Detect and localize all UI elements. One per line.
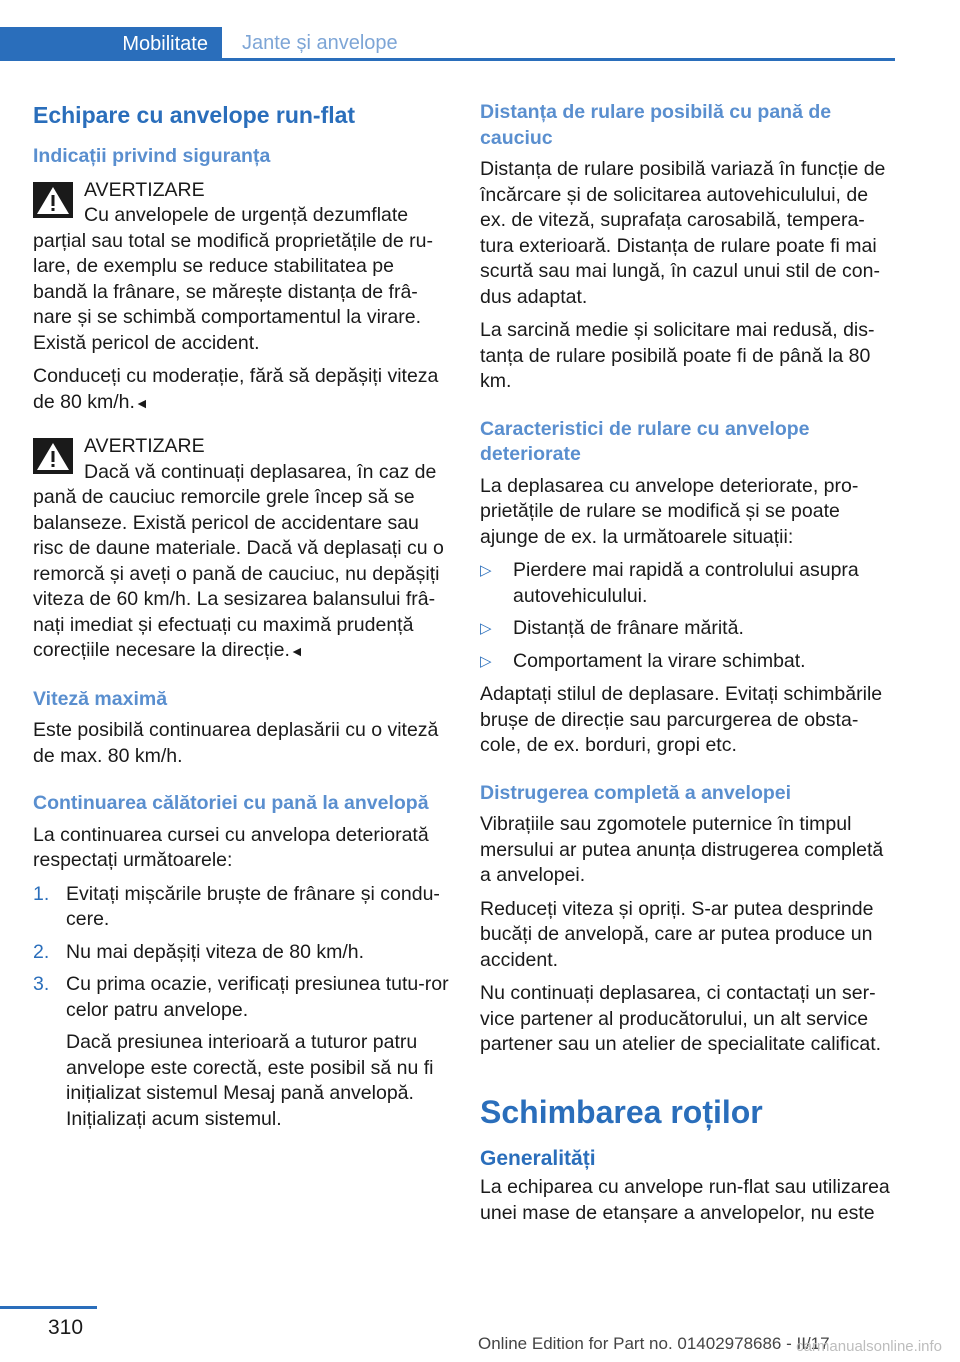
watermark: carmanualsonline.info: [796, 1338, 942, 1355]
warning-label: AVERTIZARE: [84, 435, 205, 457]
range-paragraph-1: Distanța de rulare posibilă variază în funcție de încărcare și de solicitarea autovehiculului, de ex. de viteză, suprafața carosabilă, tempera-tura exterioară. Distanța de rulare poate fi mai scurtă sau mai lungă, în cazul unui stil de con-dus adaptat.: [480, 158, 886, 308]
damaged-after-text: Adaptați stilul de deplasare. Evitați schimbările brușe de direcție sau parcurgerea de obsta-cole, de ex. borduri, gropi etc.: [480, 683, 883, 756]
step-number: 1.: [33, 882, 50, 905]
warning-triangle-icon: [33, 438, 73, 474]
safety-heading: Indicații privind siguranța: [33, 145, 271, 167]
max-speed-heading: Viteză maximă: [33, 687, 168, 710]
list-item: 1. Evitați mișcările bruște de frânare și condu-cere.: [33, 882, 440, 930]
bullet-list: [480, 558, 896, 674]
warning-block-1: [33, 178, 449, 357]
triangle-bullet-icon: ▷: [480, 620, 492, 637]
step-note: Dacă presiunea interioară a tuturor patru anvelope este corectă, este posibil să nu fi inițializat sistemul Mesaj pană anvelopă. Inițializați acum sistemul.: [66, 1031, 434, 1130]
right-column: [480, 100, 896, 1234]
range-heading: Distanța de rulare posibilă cu pană de cauciuc: [480, 101, 832, 149]
destroy-heading: Distrugerea completă a anvelopei: [480, 781, 792, 804]
end-mark: ◄: [289, 643, 304, 659]
range-paragraph-2: La sarcină medie și solicitare mai redusă, dis-tanța de rulare posibilă poate fi de până la 80 km.: [480, 319, 875, 392]
warning-body: parțial sau total se modifică proprietățile de ru-lare, de exemplu se reduce stabilitatea pe bandă la frânare, se mărește distanța de frâ-nare și se schimbă comportamentul la virare. Există pericol de accident.: [33, 229, 433, 354]
step-number: 3.: [33, 973, 50, 995]
warning-instruction: Conduceți cu moderație, fără să depășiți viteza de 80 km/h.◄: [33, 365, 439, 413]
list-item: ▷ Pierdere mai rapidă a controlului asupra autovehiculului.: [480, 559, 859, 607]
warning-label: AVERTIZARE: [84, 178, 205, 201]
warning-triangle-icon: [33, 182, 73, 218]
step-number: 2.: [33, 940, 50, 963]
destroy-paragraph-3: Nu continuați deplasarea, ci contactați un ser-vice partener al producătorului, un alt service partener sau un atelier de specialitate calificat.: [480, 982, 882, 1055]
triangle-bullet-icon: ▷: [480, 562, 492, 579]
triangle-bullet-icon: ▷: [480, 652, 492, 670]
list-item: ▷ Comportament la virare schimbat.: [480, 649, 896, 675]
damaged-text: La deplasarea cu anvelope deteriorate, pro-prietățile de rulare se modifică și se poate ajunge de ex. la următoarele situații:: [480, 474, 859, 548]
warning-first-line: Cu anvelopele de urgență dezumflate: [84, 204, 409, 226]
wheels-heading: Schimbarea roților: [480, 1093, 763, 1130]
list-item: ▷ Distanță de frânare mărită.: [480, 616, 896, 642]
steps-list: [33, 882, 449, 1133]
damaged-heading: Caracteristici de rulare cu anvelope deteriorate: [480, 417, 810, 465]
continue-text: La continuarea cursei cu anvelopa deteriorată respectați următoarele:: [33, 823, 429, 871]
footer-edition: Online Edition for Part no. 01402978686 - II/17: [478, 1334, 830, 1353]
destroy-paragraph-1: Vibrațiile sau zgomotele puternice în timpul mersului ar putea anunța distrugerea completă a anvelopei.: [480, 813, 884, 886]
general-text: La echiparea cu anvelope run-flat sau utilizarea unei mase de etanșare a anvelopelor, nu este: [480, 1176, 890, 1224]
section-title: Echipare cu anvelope run-flat: [33, 102, 356, 128]
page-number: 310: [48, 1316, 84, 1339]
max-speed-text: Este posibilă continuarea deplasării cu o viteză de max. 80 km/h.: [33, 719, 439, 767]
left-column: [33, 100, 449, 1140]
page-header: [0, 27, 895, 61]
header-chapter-tab: Jante și anvelope: [222, 27, 895, 61]
list-item: 2. Nu mai depășiți viteza de 80 km/h.: [33, 940, 449, 966]
general-heading: Generalități: [480, 1146, 596, 1170]
end-mark: ◄: [134, 394, 149, 411]
warning-body: pană de cauciuc remorcile grele încep să se balanseze. Există pericol de accidentare sau risc de daune materiale. Dacă vă deplasați cu o remorcă și aveți o pană de cauciuc, nu depășiți viteza de 60 km/h. La sesizarea balansului frâ-nați imediat și efectuați cu maximă prudență corecțiile necesare la direcție.: [33, 486, 444, 661]
continue-heading: Continuarea călătoriei cu pană la anvelopă: [33, 792, 429, 814]
footer-rule: [0, 1306, 97, 1309]
list-item: 3. Cu prima ocazie, verificați presiunea tutu-ror celor patru anvelope. Dacă presiunea interioară a tuturor patru anvelope este corectă, este posibil să nu fi inițializat sistemul Mesaj pană anvelopă. Inițializați acum sistemul.: [33, 972, 449, 1132]
warning-block-2: [33, 434, 449, 665]
header-section-tab: Mobilitate: [0, 27, 222, 61]
warning-first-line: Dacă vă continuați deplasarea, în caz de: [84, 460, 437, 483]
destroy-paragraph-2: Reduceți viteza și opriți. S-ar putea desprinde bucăți de anvelopă, care ar putea produce un accident.: [480, 897, 874, 971]
